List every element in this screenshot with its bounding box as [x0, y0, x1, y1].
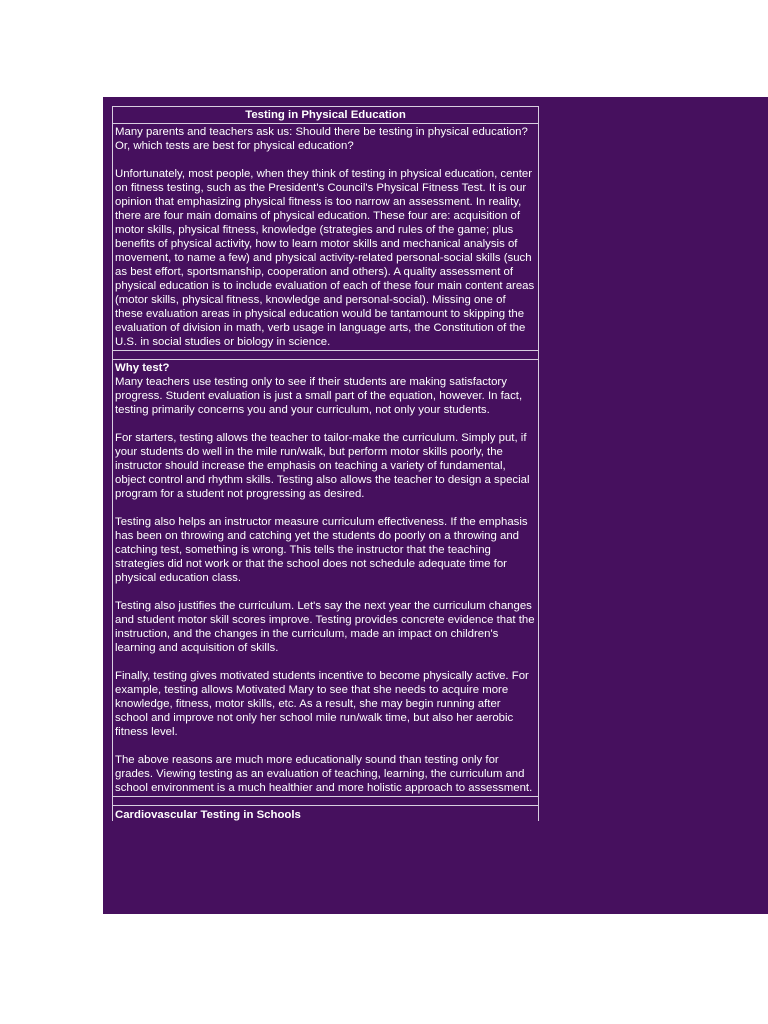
intro-paragraph: Unfortunately, most people, when they think of testing in physical education, center on fitness testing, such as the President's Council's Physical Fitness Test. It is our opinion that emphasizing physical fitness is too narrow an assessment. In reality, there are four main domains of physical education. These four are: acquisition of motor skills, physical fitness, knowledge (strategies and rules of the game; plus benefits of physical activity, how to learn motor skills and mechanical analysis of movement, to name a few) and physical activity-related personal-social skills (such as best effort, sportsmanship, cooperation and others). A quality assessment of physical education is to include evaluation of each of these four main content areas (motor skills, physical fitness, knowledge and personal-social). Missing one of these evaluation areas in physical education would be tantamount to skipping the evaluation of division in math, verb usage in language arts, the Constitution of the U.S. in social studies or biology in science. [115, 168, 535, 348]
document-title: Testing in Physical Education [112, 106, 539, 124]
why-test-paragraph: Testing also helps an instructor measure curriculum effectiveness. If the emphasis has been on throwing and catching yet the students do poorly on a throwing and catching test, something is wrong. This tells the instructor that the teaching strategies did not work or that the school does not schedule adequate time for physical education class. [115, 516, 528, 584]
why-test-paragraph: The above reasons are much more educationally sound than testing only for grades. Viewing testing as an evaluation of teaching, learning, the curriculum and school environment is a much healthier and more holistic approach to assessment. [115, 754, 533, 794]
why-test-paragraph: Many teachers use testing only to see if their students are making satisfactory progress. Student evaluation is just a small part of the equation, however. In fact, testing primarily concerns you and your curriculum, not only your students. [115, 376, 523, 416]
intro-section [112, 124, 539, 351]
why-test-paragraph: Testing also justifies the curriculum. Let's say the next year the curriculum changes and student motor skill scores improve. Testing provides concrete evidence that the instruction, and the changes in the curriculum, made an impact on children's learning and acquisition of skills. [115, 600, 535, 654]
why-test-paragraph: Finally, testing gives motivated students incentive to become physically active. For example, testing allows Motivated Mary to see that she needs to acquire more knowledge, fitness, motor skills, etc. As a result, she may begin running after school and improve not only her school mile run/walk time, but also her aerobic fitness level. [115, 670, 529, 738]
why-test-heading: Why test? [115, 362, 170, 374]
table-spacer-row [112, 797, 539, 806]
table-spacer-row [112, 351, 539, 360]
cardiovascular-heading: Cardiovascular Testing in Schools [112, 806, 539, 821]
why-test-paragraph: For starters, testing allows the teacher to tailor-make the curriculum. Simply put, if your students do well in the mile run/walk, but perform motor skills poorly, the instructor should increase the emphasis on teaching a variety of fundamental, object control and rhythm skills. Testing also allows the teacher to design a special program for a student not progressing as desired. [115, 432, 530, 500]
document-table [112, 106, 539, 821]
why-test-section [112, 360, 539, 797]
intro-paragraph: Many parents and teachers ask us: Should there be testing in physical education? Or, which tests are best for physical education? [115, 126, 528, 152]
